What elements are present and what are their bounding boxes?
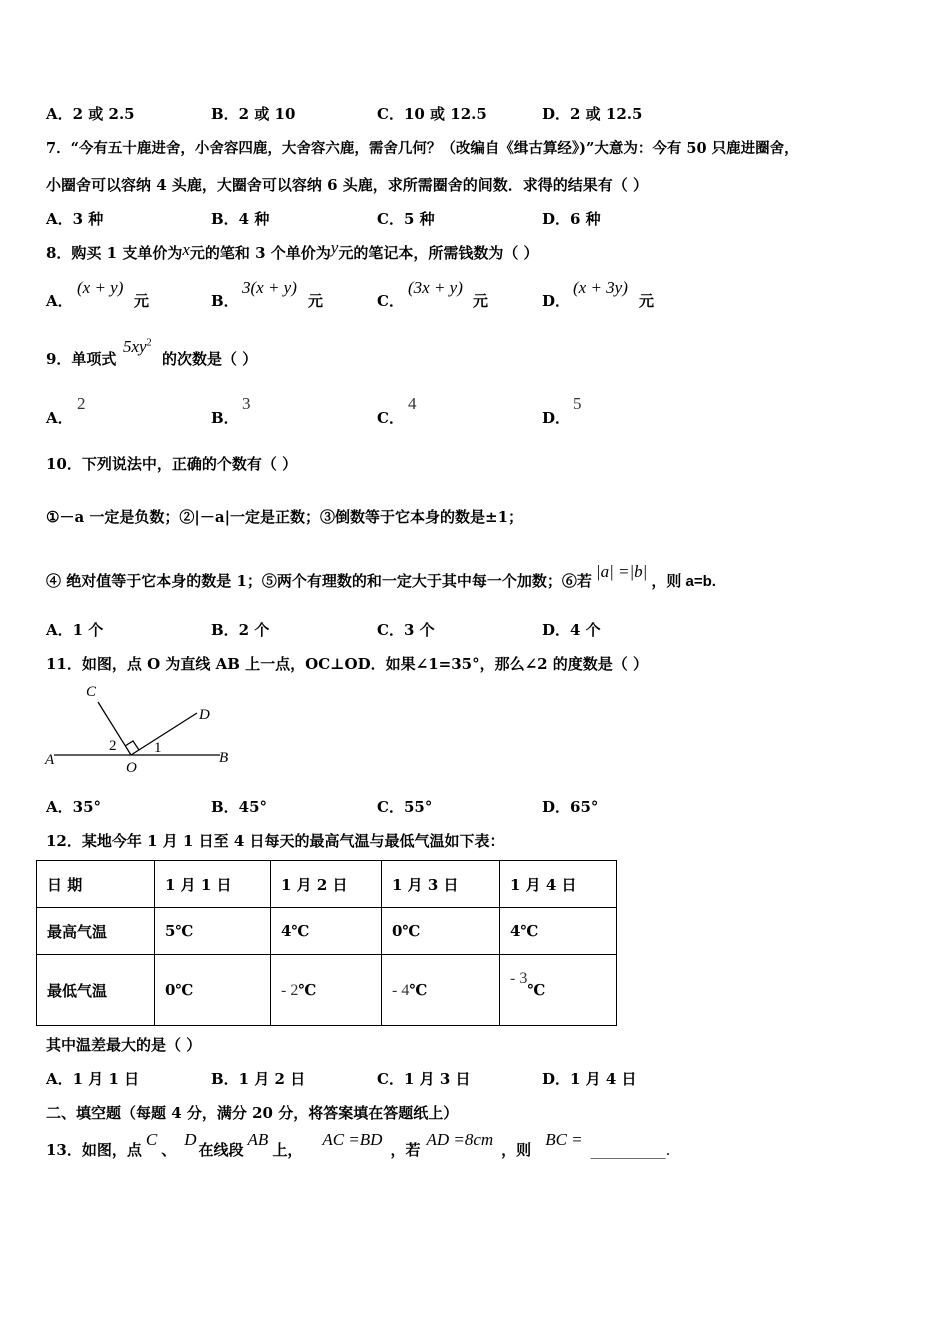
q8-option-b-expr: 3(x + y) [242, 278, 297, 297]
q13-point-c: C [145, 1130, 158, 1149]
q13-segment-ab: AB [247, 1130, 269, 1149]
q12-option-b: B．1 月 2 日 [211, 1070, 306, 1088]
q10-option-c: C．3 个 [377, 621, 435, 639]
q13-equation-2: AD =8cm [426, 1130, 494, 1149]
q8-option-d-unit: 元 [639, 292, 655, 310]
q8-option-b-letter: B． [211, 292, 239, 310]
q11-option-a: A．35° [46, 798, 102, 816]
q11-option-c: C．55° [377, 798, 433, 816]
low-d4-number: - 3 [510, 969, 528, 987]
table-cell [500, 955, 617, 1026]
table-cell: 0℃ [382, 908, 500, 955]
q6-option-b: B．2 或 10 [211, 105, 296, 123]
q9-option-b-value: 3 [242, 394, 251, 413]
q9-monomial-base: 5xy [123, 337, 147, 356]
q12-option-c: C．1 月 3 日 [377, 1070, 471, 1088]
q9-option-a-value: 2 [77, 394, 86, 413]
q12-option-a: A．1 月 1 日 [46, 1070, 140, 1088]
q9-option-b-letter: B． [211, 409, 239, 427]
q10-option-b: B．2 个 [211, 621, 270, 639]
q6-option-d: D．2 或 12.5 [542, 105, 643, 123]
q13-text: ，若 [390, 1141, 421, 1159]
q8-option-c-unit: 元 [473, 292, 489, 310]
q13-stem [46, 1130, 671, 1160]
q9-option-d-value: 5 [573, 394, 582, 413]
section2-heading: 二、填空题（每题 4 分，满分 20 分，将答案填在答题纸上） [46, 1104, 459, 1122]
table-cell: 0℃ [155, 955, 271, 1026]
q9-option-c-letter: C． [377, 409, 404, 427]
temperature-table [36, 860, 617, 1026]
q8-var-y: y [330, 238, 339, 257]
q13-equation-1: AC =BD [322, 1130, 383, 1149]
q8-stem-prefix: 8．购买 1 支单价为 [46, 244, 183, 262]
q9-option-c-value: 4 [408, 394, 417, 413]
q8-stem [46, 238, 539, 263]
q13-point-d: D [184, 1130, 197, 1149]
q11-option-d: D．65° [542, 798, 599, 816]
label-a: A [45, 752, 55, 768]
q9-option-d-letter: D． [542, 409, 571, 427]
label-o: O [126, 760, 137, 776]
q9-option-a-letter: A． [46, 409, 73, 427]
q8-option-d-letter: D． [542, 292, 571, 310]
q10-condition: |a| =|b| [595, 562, 648, 581]
q10-statement-line1: ①－a 一定是负数；②|－a|一定是正数；③倒数等于它本身的数是±1； [46, 508, 524, 526]
q10-statement-line2 [46, 562, 716, 591]
table-cell: 最低气温 [37, 955, 155, 1026]
q7-option-d: D．6 种 [542, 210, 601, 228]
table-row-high [37, 908, 617, 955]
table-cell: 1 月 4 日 [500, 861, 617, 908]
low-d3-unit: ℃ [409, 980, 428, 999]
low-d3-number: - 4 [392, 981, 410, 999]
q13-answer-blank[interactable]: __________. [590, 1141, 671, 1159]
q13-equation-3: BC = [545, 1130, 583, 1149]
table-cell: 1 月 1 日 [155, 861, 271, 908]
low-d2-number: - 2 [281, 981, 299, 999]
q11-angle-figure [40, 680, 240, 780]
q13-text: 上， [272, 1141, 303, 1159]
label-angle-1: 1 [154, 740, 162, 756]
table-row-low [37, 955, 617, 1026]
q12-option-d: D．1 月 4 日 [542, 1070, 637, 1088]
table-cell: 1 月 2 日 [271, 861, 382, 908]
q7-stem-line1: 7．“今有五十鹿进舍，小舍容四鹿，大舍容六鹿，需舍几何？（改编自《缉古算经》)”大意为：今有 50 只鹿进圈舍， [46, 140, 799, 157]
table-cell: 4℃ [500, 908, 617, 955]
q8-stem-mid: 元的笔和 3 个单价为 [189, 244, 331, 262]
q6-option-c: C．10 或 12.5 [377, 105, 487, 123]
q7-option-b: B．4 种 [211, 210, 270, 228]
q7-option-a: A．3 种 [46, 210, 104, 228]
q10-line2-conclusion: ，则 a=b. [651, 573, 716, 590]
q8-option-a-letter: A． [46, 292, 73, 310]
q8-var-x: x [182, 240, 190, 259]
q8-option-a-expr: (x + y) [77, 278, 124, 297]
low-d4-unit: ℃ [527, 980, 546, 999]
label-d: D [199, 707, 210, 723]
q8-option-a-unit: 元 [134, 292, 150, 310]
table-cell: 1 月 3 日 [382, 861, 500, 908]
q11-stem: 11．如图，点 O 为直线 AB 上一点，OC⊥OD．如果∠1=35°，那么∠2 的度数是（ ） [46, 655, 649, 673]
q8-option-d-expr: (x + 3y) [573, 278, 628, 297]
q12-stem: 12．某地今年 1 月 1 日至 4 日每天的最高气温与最低气温如下表： [46, 832, 505, 850]
ray-od [131, 713, 197, 755]
table-cell [271, 955, 382, 1026]
q13-text: 在线段 [198, 1141, 244, 1159]
label-angle-2: 2 [109, 738, 117, 754]
q7-option-c: C．5 种 [377, 210, 435, 228]
q8-option-b-unit: 元 [308, 292, 324, 310]
q8-stem-suffix: 元的笔记本，所需钱数为（ ） [338, 244, 539, 262]
table-cell: 5℃ [155, 908, 271, 955]
q9-monomial [123, 337, 152, 357]
q9-stem-suffix: 的次数是（ ） [162, 350, 258, 368]
q13-text: 、 [161, 1141, 177, 1159]
q11-option-b: B．45° [211, 798, 268, 816]
q10-line2-text: ④ 绝对值等于它本身的数是 1；⑤两个有理数的和一定大于其中每一个加数；⑥若 [46, 572, 592, 590]
q8-option-c-letter: C． [377, 292, 404, 310]
table-cell: 日 期 [37, 861, 155, 908]
q9-stem-prefix: 9．单项式 [46, 350, 117, 368]
q12-after: 其中温差最大的是（ ） [46, 1036, 202, 1054]
table-cell [382, 955, 500, 1026]
q6-option-a: A．2 或 2.5 [46, 105, 135, 123]
q10-option-d: D．4 个 [542, 621, 601, 639]
table-cell: 最高气温 [37, 908, 155, 955]
q9-monomial-exponent: 2 [146, 337, 152, 349]
q8-option-c-expr: (3x + y) [408, 278, 463, 297]
table-cell: 4℃ [271, 908, 382, 955]
q13-text: 13．如图，点 [46, 1141, 142, 1159]
label-c: C [86, 684, 97, 700]
table-row-header [37, 861, 617, 908]
q7-stem-line2: 小圈舍可以容纳 4 头鹿，大圈舍可以容纳 6 头鹿，求所需圈舍的间数．求得的结果有（ ） [46, 176, 648, 194]
q13-text: ，则 [501, 1141, 532, 1159]
label-b: B [219, 750, 229, 766]
q10-option-a: A．1 个 [46, 621, 104, 639]
q10-stem: 10．下列说法中，正确的个数有（ ） [46, 455, 298, 473]
low-d2-unit: ℃ [298, 980, 317, 999]
